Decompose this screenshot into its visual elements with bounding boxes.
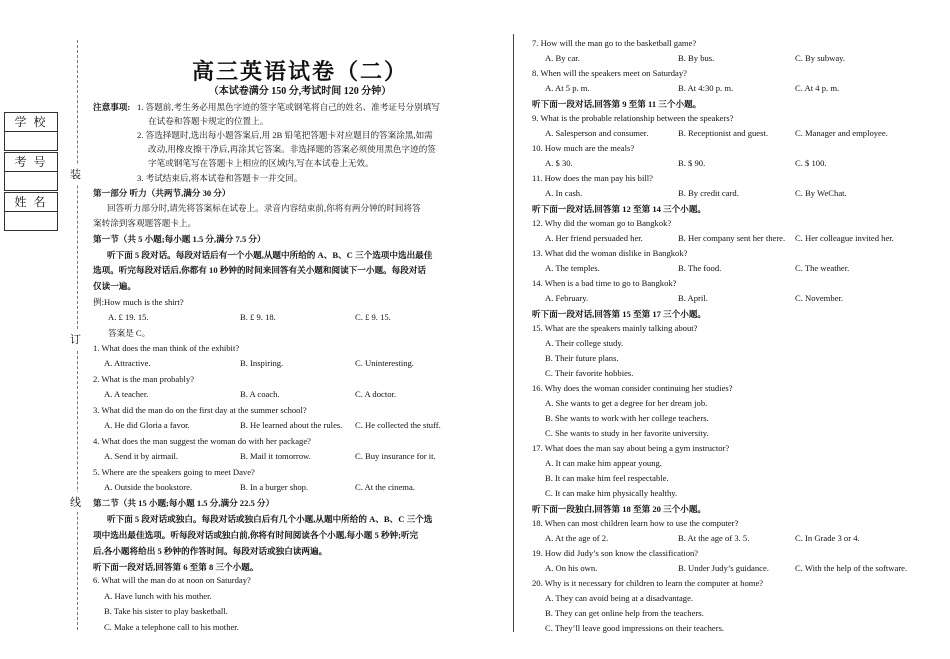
q14-text: 14. When is a bad time to go to Bangkok? xyxy=(532,278,677,288)
q3-text: 3. What did the man do on the first day at the summer school? xyxy=(93,405,307,415)
q15-option-a[interactable]: A. Their college study. xyxy=(545,338,624,348)
note-1a: 1. 答题前,考生务必用黑色字迹的签字笔或钢笔将自己的姓名、准考证号分别填写 xyxy=(137,102,440,112)
section1-heading: 第一节（共 5 小题;每小题 1.5 分,满分 7.5 分） xyxy=(93,234,266,244)
q18-option-c[interactable]: C. In Grade 3 or 4. xyxy=(795,533,860,543)
q7-option-b[interactable]: B. By bus. xyxy=(678,53,715,63)
q16-option-b[interactable]: B. She wants to work with her college teachers. xyxy=(545,413,709,423)
q18-option-b[interactable]: B. At the age of 3. 5. xyxy=(678,533,750,543)
q6-option-c[interactable]: C. Make a telephone call to his mother. xyxy=(104,622,239,632)
q8-option-c[interactable]: C. At 4 p. m. xyxy=(795,83,840,93)
section2-heading: 第二节（共 15 小题;每小题 1.5 分,满分 22.5 分） xyxy=(93,498,275,508)
q2-option-b[interactable]: B. A coach. xyxy=(240,389,280,399)
exam-no-box xyxy=(4,152,58,191)
q10-option-b[interactable]: B. $ 90. xyxy=(678,158,706,168)
part1-intro-1: 回答听力部分时,请先将答案标在试卷上。录音内容结束前,你将有两分钟的时间将答 xyxy=(107,203,421,213)
section1-inst-2: 选项。听完每段对话后,你都有 10 秒钟的时间来回答有关小题和阅读下一小题。每段对话 xyxy=(93,265,427,275)
q6-option-a[interactable]: A. Have lunch with his mother. xyxy=(104,591,212,601)
q11-option-c[interactable]: C. By WeChat. xyxy=(795,188,847,198)
q7-option-c[interactable]: C. By subway. xyxy=(795,53,846,63)
binding-ding: 订 xyxy=(70,329,81,349)
q19-option-a[interactable]: A. On his own. xyxy=(545,563,598,573)
q11-text: 11. How does the man pay his bill? xyxy=(532,173,653,183)
q5-option-c[interactable]: C. At the cinema. xyxy=(355,482,415,492)
binding-zhuang: 装 xyxy=(70,164,81,184)
example-option-a: A. £ 19. 15. xyxy=(108,312,149,322)
section1-inst-1: 听下面 5 段对话。每段对话后有一个小题,从题中所给的 A、B、C 三个选项中选出最佳 xyxy=(107,250,433,260)
section2-inst-2: 项中选出最佳选项。听每段对话或独白前,你将有时间阅读各个小题,每小题 5 秒钟;听完 xyxy=(93,530,419,540)
section2-inst-1: 听下面 5 段对话或独白。每段对话或独白后有几个小题,从题中所给的 A、B、C 三个选 xyxy=(107,514,433,524)
q9-option-b[interactable]: B. Receptionist and guest. xyxy=(678,128,768,138)
section2-inst-3: 后,各小题将给出 5 秒钟的作答时间。每段对话或独白读两遍。 xyxy=(93,546,328,556)
q17-text: 17. What does the man say about being a gym instructor? xyxy=(532,443,730,453)
school-blank[interactable] xyxy=(5,132,57,150)
q17-option-b[interactable]: B. It can make him feel respectable. xyxy=(545,473,669,483)
q1-text: 1. What does the man think of the exhibit? xyxy=(93,343,240,353)
name-label: 姓 名 xyxy=(5,193,57,212)
note-1b: 在试卷和答题卡规定的位置上。 xyxy=(148,116,269,126)
group-9-11: 听下面一段对话,回答第 9 至第 11 三个小题。 xyxy=(532,99,702,109)
q1-option-b[interactable]: B. Inspiring. xyxy=(240,358,284,368)
example-option-b: B. £ 9. 18. xyxy=(240,312,276,322)
q1-option-c[interactable]: C. Uninteresting. xyxy=(355,358,414,368)
q10-option-a[interactable]: A. $ 30. xyxy=(545,158,573,168)
q4-option-b[interactable]: B. Mail it tomorrow. xyxy=(240,451,311,461)
q4-option-a[interactable]: A. Send it by airmail. xyxy=(104,451,178,461)
page-title: 高三英语试卷（二） xyxy=(191,60,408,85)
q4-text: 4. What does the man suggest the woman do with her package? xyxy=(93,436,311,446)
notes-label: 注意事项: xyxy=(93,102,131,112)
q4-option-c[interactable]: C. Buy insurance for it. xyxy=(355,451,436,461)
q2-option-a[interactable]: A. A teacher. xyxy=(104,389,149,399)
q13-text: 13. What did the woman dislike in Bangkok? xyxy=(532,248,688,258)
binding-xian: 线 xyxy=(70,492,81,512)
note-3: 3. 考试结束后,将本试卷和答题卡一并交回。 xyxy=(137,173,303,183)
q6-text: 6. What will the man do at noon on Saturday? xyxy=(93,575,251,585)
q8-text: 8. When will the speakers meet on Saturday? xyxy=(532,68,687,78)
q20-option-b[interactable]: B. They can get online help from the teachers. xyxy=(545,608,704,618)
q12-option-c[interactable]: C. Her colleague invited her. xyxy=(795,233,894,243)
q12-option-b[interactable]: B. Her company sent her there. xyxy=(678,233,786,243)
q13-option-b[interactable]: B. The food. xyxy=(678,263,722,273)
q16-text: 16. Why does the woman consider continuing her studies? xyxy=(532,383,733,393)
q2-option-c[interactable]: C. A doctor. xyxy=(355,389,397,399)
group-6-8: 听下面一段对话,回答第 6 至第 8 三个小题。 xyxy=(93,562,259,572)
q1-option-a[interactable]: A. Attractive. xyxy=(104,358,151,368)
name-box xyxy=(4,192,58,231)
q9-text: 9. What is the probable relationship between the speakers? xyxy=(532,113,734,123)
part1-heading: 第一部分 听力（共两节,满分 30 分） xyxy=(93,188,231,198)
q12-text: 12. Why did the woman go to Bangkok? xyxy=(532,218,672,228)
q10-option-c[interactable]: C. $ 100. xyxy=(795,158,827,168)
name-blank[interactable] xyxy=(5,212,57,230)
school-label: 学 校 xyxy=(5,113,57,132)
q13-option-c[interactable]: C. The weather. xyxy=(795,263,850,273)
group-12-14: 听下面一段对话,回答第 12 至第 14 三个小题。 xyxy=(532,204,707,214)
column-divider xyxy=(513,34,514,632)
exam-no-label: 考 号 xyxy=(5,153,57,172)
part1-intro-2: 案转涂到客观题答题卡上。 xyxy=(93,218,197,228)
exam-no-blank[interactable] xyxy=(5,172,57,190)
q12-option-a[interactable]: A. Her friend persuaded her. xyxy=(545,233,643,243)
note-2b: 改动,用橡皮擦干净后,再涂其它答案。非选择题的答案必须使用黑色字迹的签 xyxy=(148,144,436,154)
page-subtitle: （本试卷满分 150 分,考试时间 120 分钟） xyxy=(208,86,392,97)
example-option-c: C. £ 9. 15. xyxy=(355,312,391,322)
q19-option-c[interactable]: C. With the help of the software. xyxy=(795,563,908,573)
q3-option-c[interactable]: C. He collected the stuff. xyxy=(355,420,441,430)
example-answer: 答案是 C。 xyxy=(108,328,151,338)
section1-inst-3: 仅读一遍。 xyxy=(93,281,136,291)
q14-option-c[interactable]: C. November. xyxy=(795,293,843,303)
q3-option-b[interactable]: B. He learned about the rules. xyxy=(240,420,343,430)
q19-option-b[interactable]: B. Under Judy’s guidance. xyxy=(678,563,769,573)
q7-text: 7. How will the man go to the basketball game? xyxy=(532,38,697,48)
q20-text: 20. Why is it necessary for children to learn the computer at home? xyxy=(532,578,764,588)
q11-option-b[interactable]: B. By credit card. xyxy=(678,188,739,198)
q18-text: 18. When can most children learn how to use the computer? xyxy=(532,518,739,528)
note-2c: 字笔或钢笔写在答题卡上相应的区域内,写在本试卷上无效。 xyxy=(148,158,374,168)
q5-text: 5. Where are the speakers going to meet Dave? xyxy=(93,467,255,477)
example-question: 例:How much is the shirt? xyxy=(93,297,184,307)
q17-option-c[interactable]: C. It can make him physically healthy. xyxy=(545,488,678,498)
group-15-17: 听下面一段对话,回答第 15 至第 17 三个小题。 xyxy=(532,309,707,319)
q14-option-b[interactable]: B. April. xyxy=(678,293,708,303)
q9-option-c[interactable]: C. Manager and employee. xyxy=(795,128,888,138)
q14-option-a[interactable]: A. February. xyxy=(545,293,589,303)
group-18-20: 听下面一段独白,回答第 18 至第 20 三个小题。 xyxy=(532,504,707,514)
q8-option-a[interactable]: A. At 5 p. m. xyxy=(545,83,590,93)
q15-text: 15. What are the speakers mainly talking about? xyxy=(532,323,698,333)
q13-option-a[interactable]: A. The temples. xyxy=(545,263,600,273)
q15-option-b[interactable]: B. Their future plans. xyxy=(545,353,619,363)
q3-option-a[interactable]: A. He did Gloria a favor. xyxy=(104,420,190,430)
q11-option-a[interactable]: A. In cash. xyxy=(545,188,583,198)
note-2a: 2. 答选择题时,选出每小题答案后,用 2B 铅笔把答题卡对应题目的答案涂黑,如需 xyxy=(137,130,433,140)
q20-option-c[interactable]: C. They’ll leave good impressions on their teachers. xyxy=(545,623,725,633)
q19-text: 19. How did Judy’s son know the classification? xyxy=(532,548,699,558)
q5-option-a[interactable]: A. Outside the bookstore. xyxy=(104,482,193,492)
q16-option-a[interactable]: A. She wants to get a degree for her dream job. xyxy=(545,398,708,408)
q7-option-a[interactable]: A. By car. xyxy=(545,53,580,63)
school-box xyxy=(4,112,58,151)
q16-option-c[interactable]: C. She wants to study in her favorite university. xyxy=(545,428,709,438)
q2-text: 2. What is the man probably? xyxy=(93,374,195,384)
q17-option-a[interactable]: A. It can make him appear young. xyxy=(545,458,662,468)
q20-option-a[interactable]: A. They can avoid being at a disadvantage. xyxy=(545,593,694,603)
q10-text: 10. How much are the meals? xyxy=(532,143,635,153)
q6-option-b[interactable]: B. Take his sister to play basketball. xyxy=(104,606,228,616)
q8-option-b[interactable]: B. At 4:30 p. m. xyxy=(678,83,734,93)
q15-option-c[interactable]: C. Their favorite hobbies. xyxy=(545,368,634,378)
q5-option-b[interactable]: B. In a burger shop. xyxy=(240,482,309,492)
q18-option-a[interactable]: A. At the age of 2. xyxy=(545,533,609,543)
q9-option-a[interactable]: A. Salesperson and consumer. xyxy=(545,128,649,138)
